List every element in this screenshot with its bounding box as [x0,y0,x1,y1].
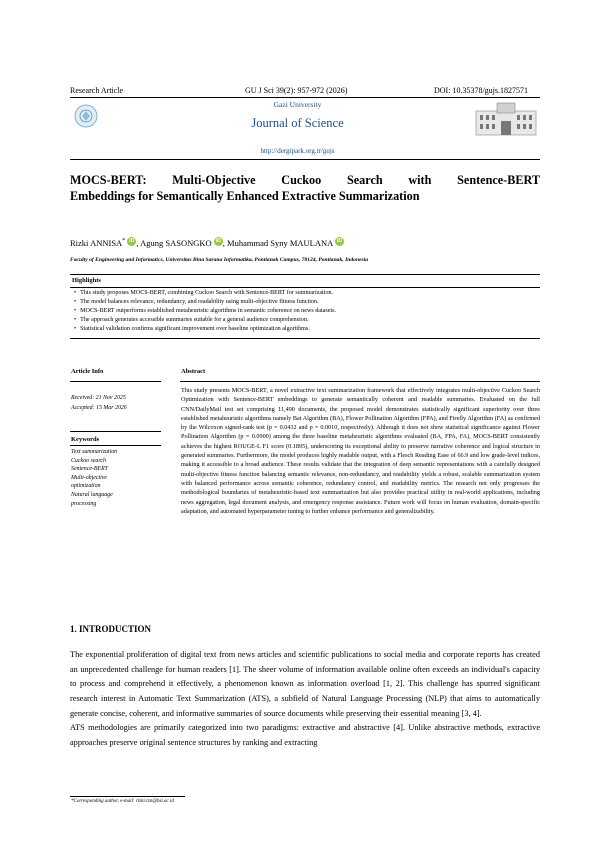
article-dates [71,394,127,413]
accepted-date: Accepted: 15 Mar 2026 [71,404,127,411]
highlights-bottom-rule [70,338,540,339]
paper-title [70,172,540,204]
keywords-title: Keywords [71,436,100,443]
keyword-item: Cuckoo search [71,457,106,464]
keyword-item: Sentence-BERT [71,466,108,473]
highlights-title: Highlights [72,277,101,284]
keyword-item: Text summarization [71,449,118,455]
keyword-item: processing [71,500,97,507]
affiliation: Faculty of Engineering and Informatics, Universitas Bina Sarana Informatika, Pontianak Campus, 78124, Pontianak, Indonesia [70,257,369,263]
abstract-rule [180,381,540,382]
corresponding-author-footnote: *Corresponding author, e-mail: rizki.rzn@bsi.ac.id [71,799,174,804]
keywords-list [71,448,131,508]
journal-name: Journal of Science [251,116,344,130]
article-info-title: Article Info [71,368,104,375]
title-line-1: MOCS-BERT: Multi-Objective Cuckoo Search with Sentence-BERT [70,173,540,187]
author-name: Agung SASONGKO [140,238,212,248]
highlight-item: • This study proposes MOCS-BERT, combining Cuckoo Search with Sentence-BERT for summarization. [74,289,336,298]
highlight-item: • Statistical validation confirms significant improvement over baseline optimization algorithms. [74,325,336,334]
university-building-logo [473,99,539,139]
orcid-icon[interactable]: iD [336,238,343,244]
received-date: Received: 21 Nov 2025 [71,395,126,401]
keywords-rule [70,445,161,446]
citation: GU J Sci 39(2): 957-972 (2026) [245,86,348,95]
masthead-rule [70,159,540,160]
doi: DOI: 10.35378/gujs.1827571 [434,86,528,95]
university-name: Gazi University [273,100,322,109]
section-heading: 1. INTRODUCTION [70,624,152,634]
author-name: Rizki ANNISA [70,238,123,248]
author-separator: , [136,238,141,248]
abstract-text: This study presents MOCS-BERT, a novel extractive text summarization framework that effectively integrates multi-objective Cuckoo Search Optimization with Sentence-BERT embeddings to generate semantically coherent and readable summaries. Evaluated on the full CNN/DailyMail test set comprising 11,490 documents, the proposed model demonstrates statistically significant superiority over three established metaheuristic algorithms namely Bat Algorithm (BA), Flower Pollination Algorithm (FPA), and Firefly Algorithm (FA) as confirmed by the Wilcoxon signed-rank test (p = 0.0432 and p = 0.0010, respectively). Although it does not show statistical significance against Flower Pollination Algorithm (p = 0.0900) among the three baseline metaheuristic algorithms evaluated (BA, FPA, FA), MOCS-BERT consistently achieves the highest ROUGE-L F1 score (0.1895), underscoring its exceptional ability to preserve narrative coherence and logical structure in generated summaries. Furthermore, the model produces highly readable output, with a Flesch Reading Ease of 66.9 and low grade-level indices, making it accessible to a broad audience. These results validate that the integration of deep semantic representations with a carefully designed multi-objective fitness function balancing semantic relevance, non-redundancy, and readability yields a robust, scalable summarization system with balanced performance across semantic coherence, redundancy control, and readability metrics. The research not only progresses the methodological boundaries of metaheuristic-based text summarization but also provides practical utility in real-world applications, including news aggregation, legal document analysis, and emergency response assistance. Future work will focus on human evaluation, domain-specific adaptation, and automated hyperparameter tuning to further enhance performance and generalizability. [181,387,540,515]
highlights-top-rule [70,274,540,275]
keyword-item: Multi-objective [71,474,107,481]
keyword-item: optimization [71,483,101,490]
highlight-item: • The model balances relevance, redundancy, and readability using multi-objective fitness function. [74,298,336,307]
keywords-top-rule [70,431,161,432]
highlight-item: • MOCS-BERT outperforms established metaheuristic algorithms in semantic coherence on news datasets. [74,307,336,316]
article-info-rule [70,381,161,382]
highlights-list [74,289,336,334]
corresponding-mark: * [122,238,126,245]
abstract-title: Abstract [181,368,206,375]
article-type: Research Article [70,86,124,95]
orcid-icon[interactable]: iD [129,238,135,244]
author-list [70,237,344,248]
header-rule [70,97,540,98]
author-name: Muhammad Syny MAULANA [227,238,333,248]
footnote-rule [70,796,185,797]
title-line-2: Embeddings for Semantically Enhanced Extractive Summarization [70,189,420,203]
intro-paragraph: The exponential proliferation of digital text from news articles and scientific publications to social media and corporate reports has created an unprecedented challenge for human readers [1]. The sheer volume of information available online often exceeds an individual's capacity to process and comprehend it effectively, a phenomenon known as information overload [1, 2]. This challenge has spurred significant research interest in Automatic Text Summarization (ATS), a subfield of Natural Language Processing (NLP) that aims to automatically generate concise, coherent, and informative summaries of source documents while preserving their essential meaning [3, 4]. [70,650,540,718]
journal-url-link[interactable]: http://dergipark.org.tr/gujs [260,147,335,155]
orcid-icon[interactable]: iD [215,238,222,244]
highlights-title-rule [70,287,540,288]
intro-paragraph: ATS methodologies are primarily categorized into two paradigms: extractive and abstractive [4]. Unlike abstractive methods, extractive approaches preserve original sentence structures by ranking and extracting [70,723,540,747]
highlight-item: • The approach generates accessible summaries suitable for a general audience comprehension. [74,316,336,325]
keyword-item: Natural language [71,491,113,498]
author-separator: , [222,238,228,248]
